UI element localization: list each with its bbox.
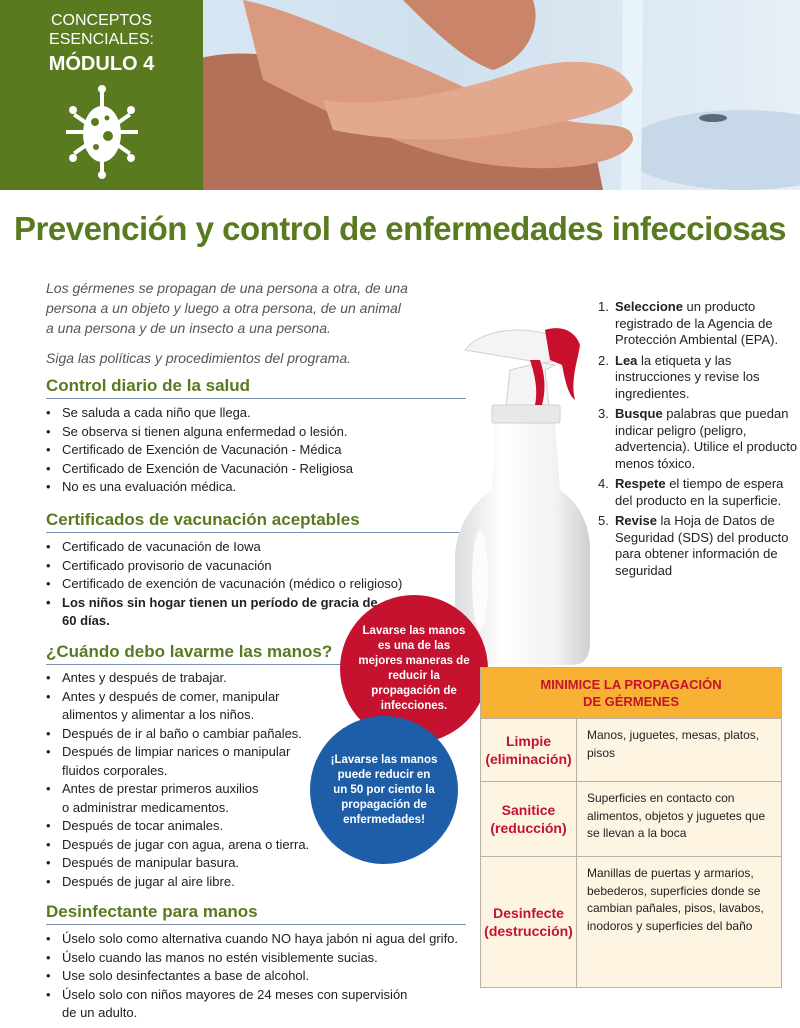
- step-keyword: Respete: [615, 476, 666, 491]
- row-label-sub: (reducción): [490, 820, 567, 836]
- row-label-main: Sanitice: [501, 802, 556, 818]
- sanitizer-list: [46, 930, 486, 1023]
- table-header-line: DE GÉRMENES: [582, 694, 680, 709]
- module-number: MÓDULO 4: [48, 53, 155, 75]
- list-item: • Certificado de exención de vacunación (médico o religioso): [46, 575, 466, 594]
- grace-period-line: 60 días.: [62, 613, 110, 628]
- step-number: 1.: [598, 299, 609, 314]
- list-item-line: • Úselo solo como alternativa cuando NO haya jabón ni agua del grifo.: [62, 931, 459, 946]
- table-row: [481, 718, 781, 781]
- health-check-list: [46, 404, 466, 497]
- list-item-line: • Después de manipular basura.: [62, 855, 240, 870]
- step-text: un producto registrado de la Agencia de Protección Ambiental (EPA).: [615, 299, 779, 347]
- list-item-line: • Después de jugar al aire libre.: [62, 873, 235, 889]
- spray-bottle-image: [450, 320, 590, 670]
- header-banner: [0, 0, 800, 190]
- list-item: • Certificado provisorio de vacunación: [46, 557, 466, 576]
- germ-icon: [64, 84, 140, 180]
- step-number: 2.: [598, 352, 609, 368]
- step-number: 3.: [598, 406, 609, 421]
- list-item: • Certificado de Exención de Vacunación - Religiosa: [46, 460, 466, 479]
- list-item: • Se observa si tienen alguna enfermedad o lesión.: [46, 423, 466, 442]
- step-item: [598, 406, 798, 472]
- list-item: [46, 836, 346, 855]
- list-item-line: • Después de jugar con agua, arena o tierra.: [62, 836, 310, 852]
- step-keyword: Revise: [615, 513, 657, 528]
- table-header-line: MINIMICE LA PROPAGACIÓN: [540, 677, 722, 692]
- list-item: [46, 725, 346, 744]
- disinfectant-steps: [598, 299, 798, 583]
- list-item: [46, 743, 346, 780]
- table-row: [481, 856, 781, 987]
- handwashing-photo: [203, 0, 800, 190]
- module-box: [0, 0, 203, 190]
- step-item: [598, 299, 798, 349]
- list-item: [46, 949, 486, 968]
- handwashing-heading: ¿Cuándo debo lavarme las manos?: [46, 642, 466, 665]
- list-item: • Certificado de Exención de Vacunación - Médica: [46, 441, 466, 460]
- list-item: [46, 688, 346, 725]
- list-item: [46, 967, 486, 986]
- list-item-line: • Use solo desinfectantes a base de alcohol.: [62, 968, 310, 983]
- step-item: [598, 513, 798, 579]
- list-item: [46, 780, 346, 817]
- list-item-line: alimentos y alimentar a los niños.: [62, 707, 255, 722]
- callout-text: Lavarse las manos es una de las mejores maneras de reducir la propagación de infecciones.: [358, 625, 470, 712]
- list-item-line: • Úselo solo con niños mayores de 24 meses con supervisión: [62, 986, 408, 1002]
- list-item-line: • Antes y después de comer, manipular: [62, 688, 280, 704]
- list-item-line: fluidos corporales.: [62, 762, 168, 778]
- list-item: • Certificado de vacunación de Iowa: [46, 538, 466, 557]
- row-description: Manillas de puertas y armarios, bebederos, superficies donde se cambian pañales, pisos, lavabos, inodoros y superficies del baño: [587, 866, 764, 933]
- intro-line: persona a un objeto y luego a otra persona, de un animal: [46, 300, 401, 316]
- handwashing-callout-blue: [310, 716, 458, 864]
- row-description: Superficies en contacto con alimentos, objetos y juguetes que se llevan a la boca: [587, 791, 766, 840]
- list-item: [46, 817, 346, 836]
- list-item: • No es una evaluación médica.: [46, 478, 466, 497]
- step-item: [598, 353, 798, 403]
- table-row: [481, 781, 781, 856]
- handwashing-list: [46, 669, 346, 891]
- list-item-line: • Después de tocar animales.: [62, 818, 224, 833]
- list-item-line: o administrar medicamentos.: [62, 799, 229, 815]
- list-item-line: • Antes de prestar primeros auxilios: [62, 781, 259, 796]
- step-number: 5.: [598, 513, 609, 528]
- intro-line: a una persona y de un insecto a una persona.: [46, 320, 331, 336]
- policy-note: Siga las políticas y procedimientos del programa.: [46, 350, 352, 366]
- step-text: palabras que puedan indicar peligro (peligro, advertencia). Utilice el producto menos tóxico.: [615, 406, 798, 471]
- table-header: [481, 668, 781, 718]
- callout-text: ¡Lavarse las manos puede reducir en un 50 por ciento la propagación de enfermedades!: [330, 753, 438, 826]
- list-item: [46, 669, 346, 688]
- module-label-line2: ESENCIALES:: [49, 31, 154, 48]
- list-item-line: de un adulto.: [62, 1005, 138, 1020]
- row-label: [481, 719, 577, 781]
- list-item-line: • Después de ir al baño o cambiar pañales.: [62, 725, 302, 741]
- list-item-line: • Antes y después de trabajar.: [62, 670, 227, 685]
- page-title: Prevención y control de enfermedades infecciosas: [14, 210, 786, 247]
- step-item: [598, 476, 798, 509]
- list-item-line: • Después de limpiar narices o manipular: [62, 744, 291, 759]
- row-label-sub: (eliminación): [485, 751, 572, 767]
- list-item: [46, 873, 346, 892]
- step-keyword: Seleccione: [615, 299, 683, 314]
- row-description: Manos, juguetes, mesas, platos, pisos: [587, 728, 760, 760]
- row-label: [481, 782, 577, 856]
- step-text: la etiqueta y las instrucciones y revise los ingredientes.: [615, 352, 760, 401]
- step-text: la Hoja de Datos de Seguridad (SDS) del producto para obtener información de seguridad: [615, 513, 789, 578]
- intro-text: [46, 278, 446, 338]
- intro-line: Los gérmenes se propagan de una persona a otra, de una: [46, 280, 408, 296]
- list-item: [46, 930, 486, 949]
- grace-period-line: • Los niños sin hogar tienen un período de gracia de: [62, 594, 378, 610]
- row-label-main: Limpie: [505, 733, 552, 749]
- germ-spread-table: [480, 667, 782, 988]
- row-label-main: Desinfecte: [493, 905, 564, 921]
- list-item: • Se saluda a cada niño que llega.: [46, 404, 466, 423]
- vaccination-heading: Certificados de vacunación aceptables: [46, 510, 466, 533]
- row-label: [481, 857, 577, 987]
- step-keyword: Lea: [615, 352, 638, 368]
- row-label-sub: (destrucción): [484, 923, 573, 939]
- sanitizer-heading: Desinfectante para manos: [46, 902, 466, 925]
- module-label-line1: CONCEPTOS: [50, 12, 153, 29]
- list-item: [46, 854, 346, 873]
- health-check-heading: Control diario de la salud: [46, 376, 466, 399]
- step-number: 4.: [598, 476, 609, 491]
- step-text: el tiempo de espera del producto en la superficie.: [615, 476, 784, 508]
- step-keyword: Busque: [615, 406, 663, 421]
- list-item: [46, 986, 486, 1023]
- list-item-line: • Úselo cuando las manos no estén visiblemente sucias.: [62, 949, 378, 965]
